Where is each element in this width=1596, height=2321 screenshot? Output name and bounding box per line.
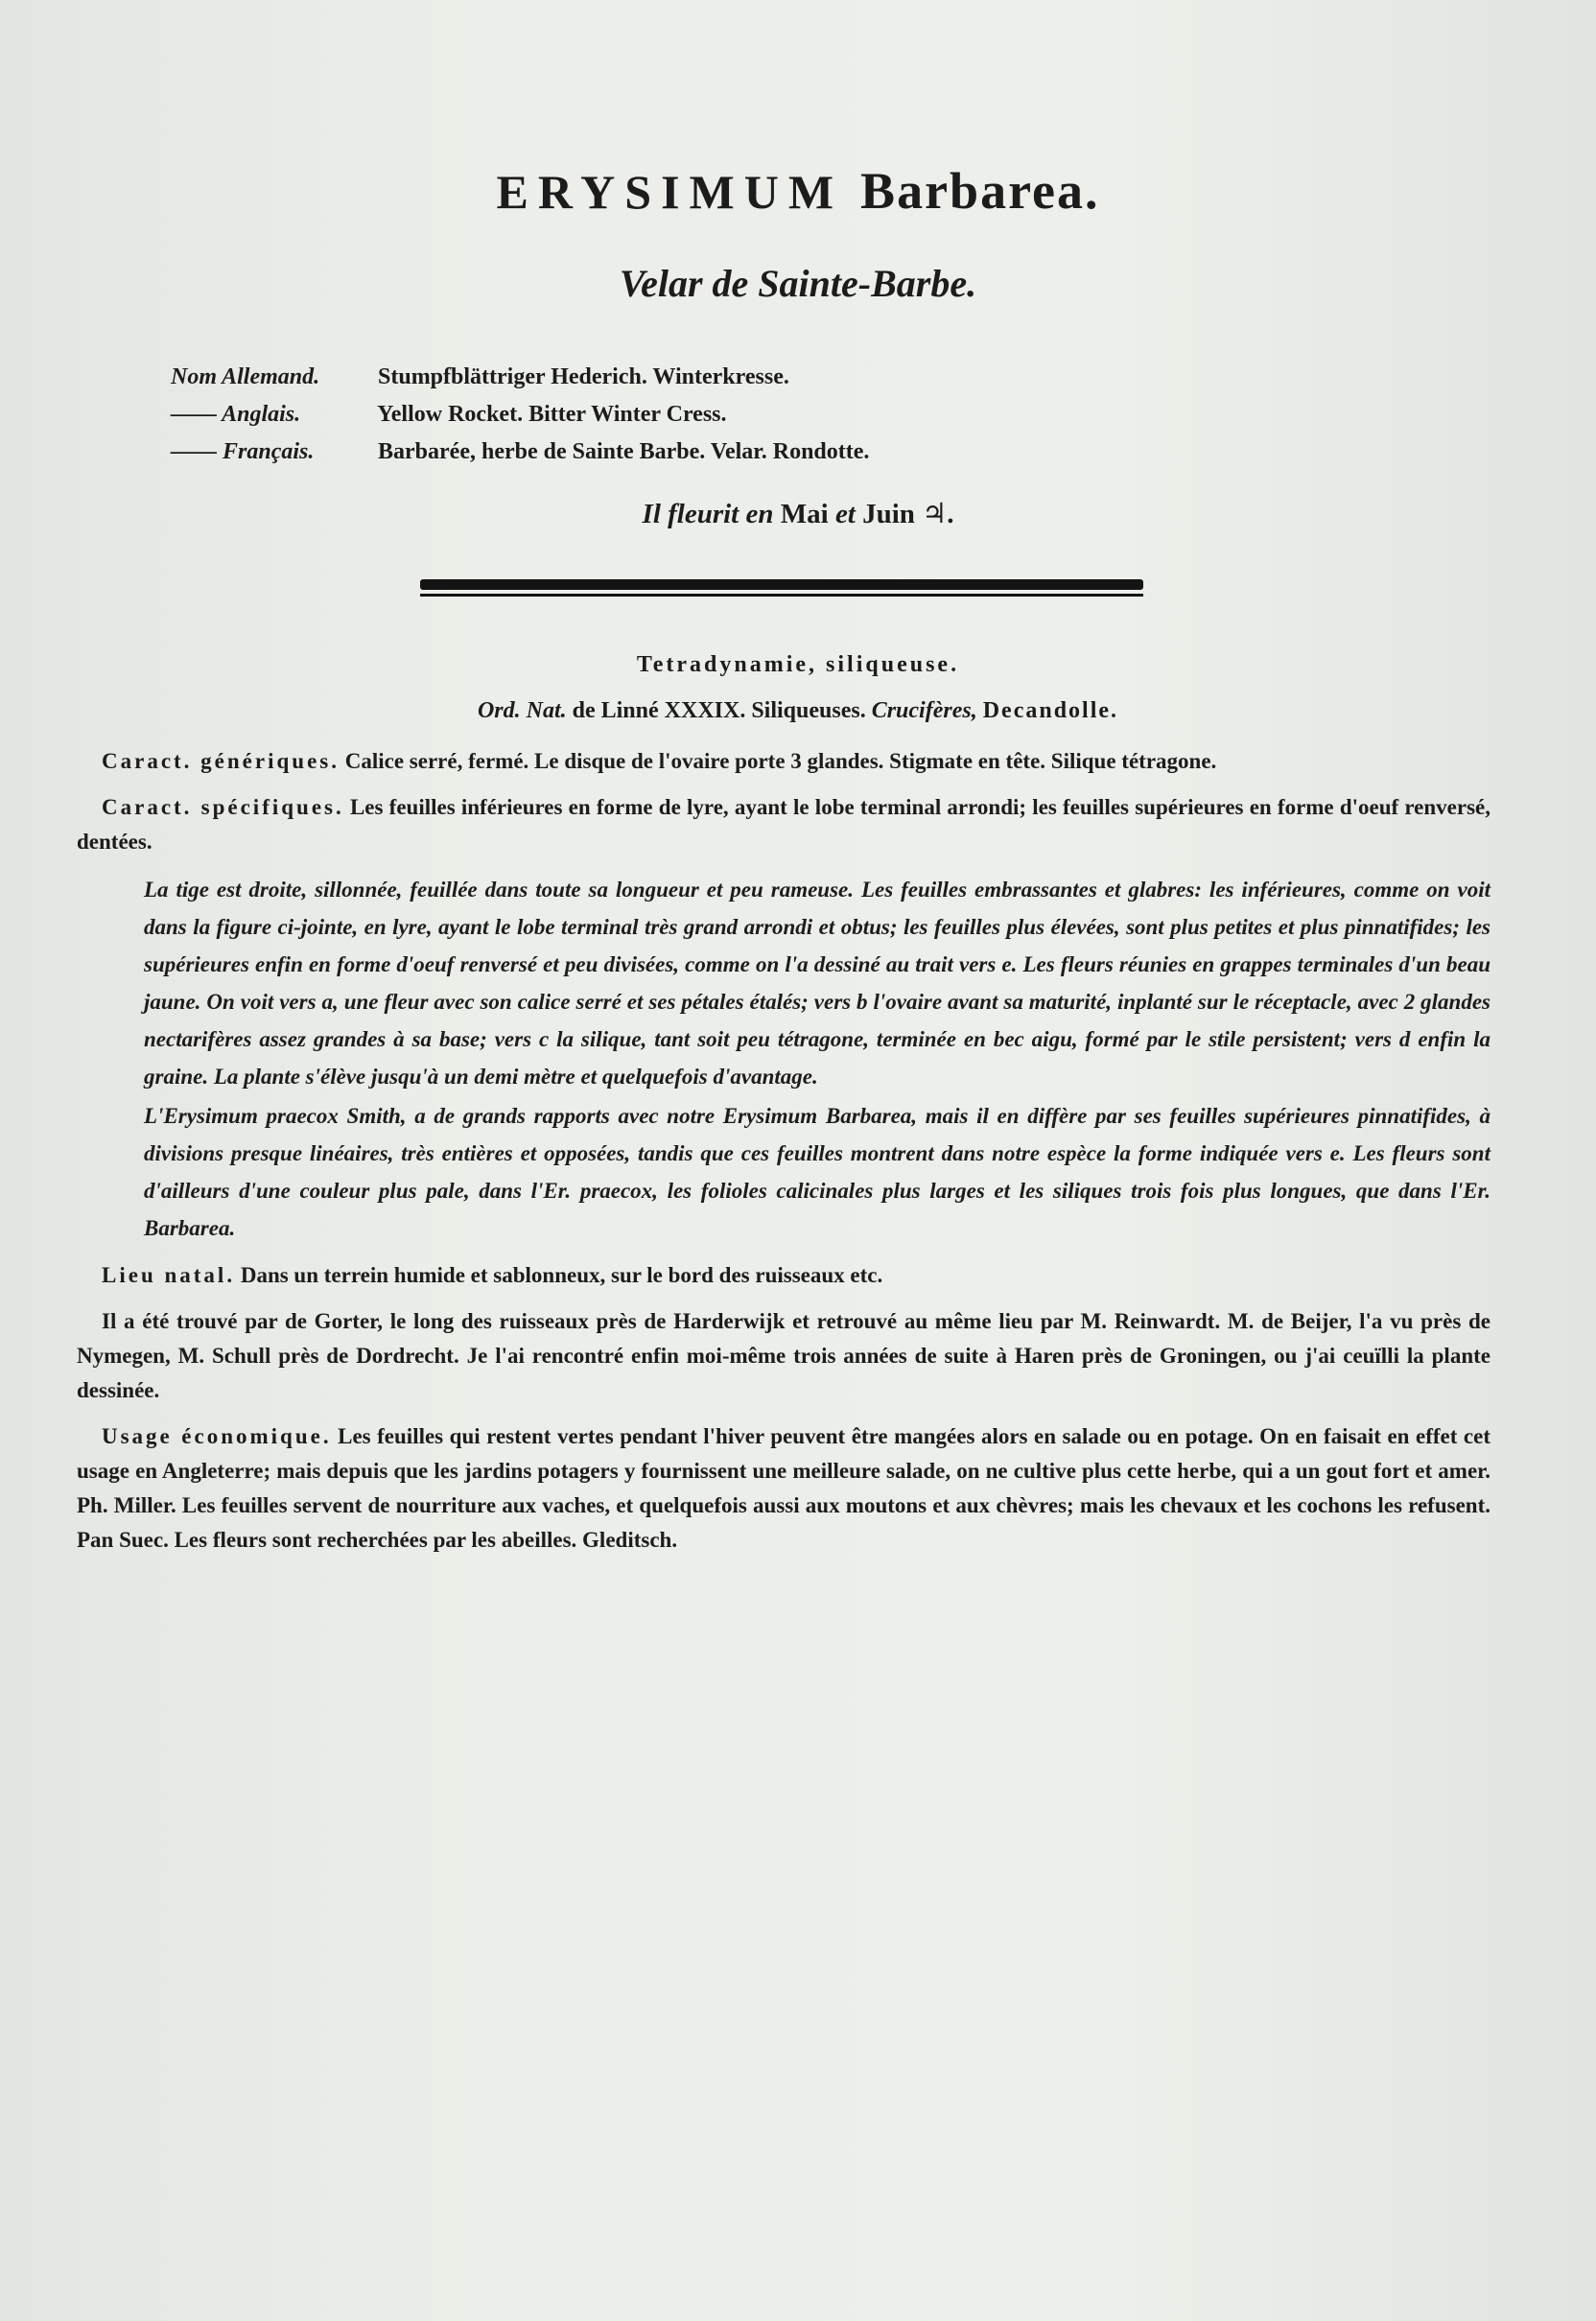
vernacular-value: Barbarée, herbe de Sainte Barbe. Velar. Rondotte. [378,439,870,464]
description-paragraph: La tige est droite, sillonnée, feuillée dans toute sa longueur et peu rameuse. Les feuilles embrassantes et glabres: les inférieures, comme on voit dans la figure ci-jointe, en lyre, ayant le lobe terminal très grand arrondi et obtus; les feuilles plus élevées, sont plus petites et plus pinnatifides; les supérieures enfin en forme d'oeuf renversé et peu divisées, comme on l'a dessiné au trait vers e. Les fleurs réunies en grappes terminales d'un beau jaune. On voit vers a, une fleur avec son calice serré et ses pétales étalés; vers b l'ovaire avant sa maturité, inplanté sur le réceptacle, avec 2 glandes nectarifères assez grandes à sa base; vers c la silique, tant soit peu tétragone, terminée en bec aigu, formé par le stile persistent; vers d enfin la graine. La plante s'élève jusqu'à un demi mètre et quelquefois d'avantage. [144,878,1490,1089]
order-de: de [572,698,596,723]
comparison-paragraph: L'Erysimum praecox Smith, a de grands rapports avec notre Erysimum Barbarea, mais il en diffère par ses feuilles supérieures pinnatifides, à divisions presque linéaires, très entières et opposées, tandis que ces feuilles montrent dans notre espèce la forme indiquée vers e. Les fleurs sont d'ailleurs d'une couleur plus pale, dans l'Er. praecox, les folioles calicinales plus larges et les siliques trois fois plus longues, que dans l'Er. Barbarea. [144,1104,1490,1240]
vernacular-value: Yellow Rocket. Bitter Winter Cress. [377,402,727,427]
specific-lead: Caract. spécifiques. [102,795,344,819]
vernacular-lang: —— Anglais. [171,402,301,427]
title-species: Barbarea. [860,162,1100,220]
title-genus: ERYSIMUM [496,165,844,219]
perennial-symbol: ♃. [922,499,954,529]
flowering-month: Mai [780,499,829,529]
divider-thin [420,594,1143,597]
flowering-line [0,497,1596,530]
localities-paragraph: Il a été trouvé par de Gorter, le long des ruisseaux près de Harderwijk et retrouvé au même lieu par M. Reinwardt. M. de Beijer, l'a vu près de Nymegen, M. Schull près de Dordrecht. Je l'ai rencontré enfin moi-même trois années de suite à Haren près de Groningen, ou j'ai ceuïlli la plante dessinée. [77,1309,1490,1402]
specific-text: Les feuilles inférieures en forme de lyre, ayant le lobe terminal arrondi; les feuilles supérieures en forme d'oeuf renversé, dentées. [77,795,1491,854]
specific-characters [77,790,1490,859]
habitat-lead: Lieu natal. [102,1263,236,1287]
generic-lead: Caract. génériques. [102,749,340,773]
generic-characters [77,744,1490,779]
order-linne: Linné XXXIX. Siliqueuses. [600,698,866,723]
divider-rule [420,579,1143,597]
flowering-month-2: Juin [862,499,915,529]
usage-text: Les feuilles qui restent vertes pendant l'hiver peuvent être mangées alors en salade ou en potage. On en faisait en effet cet usage en Angleterre; mais depuis que les jardins potagers y fournissent une meilleure salade, on ne cultive plus cette herbe, qui a un gout fort et amer. Ph. Miller. Les feuilles servent de nourriture aux vaches, et quelquefois aussi aux moutons et aux chèvres; mais les chevaux et les cochons les refusent. Pan Suec. Les fleurs sont recherchées par les abeilles. Gleditsch. [77,1424,1490,1552]
vernacular-lang: Nom Allemand. [171,364,320,389]
classification: Tetradynamie, siliqueuse. [636,652,960,677]
vernacular-row-german [171,359,1130,396]
main-text [77,744,1490,1569]
usage-lead: Usage économique. [102,1424,332,1448]
divider-thick [420,579,1143,590]
order-ord: Ord. Nat. [477,698,567,723]
subtitle: Velar de Sainte-Barbe. [619,262,977,305]
flowering-conj: et [834,499,856,529]
vernacular-value: Stumpfblättriger Hederich. Winterkresse. [378,364,789,389]
usage [77,1419,1490,1558]
flowering-prefix: Il fleurit en [642,499,774,529]
vernacular-lang: —— Français. [171,439,315,464]
page-title [0,161,1596,221]
order-decandolle: Decandolle. [982,698,1119,723]
vernacular-row-english [171,396,1130,434]
vernacular-row-french [171,434,1130,471]
habitat [77,1258,1490,1293]
order-cruciferes: Crucifères, [871,698,977,723]
vernacular-names [171,359,1130,471]
habitat-text: Dans un terrein humide et sablonneux, sur le bord des ruisseaux etc. [240,1263,883,1287]
generic-text: Calice serré, fermé. Le disque de l'ovaire porte 3 glandes. Stigmate en tête. Silique tétragone. [344,749,1217,773]
natural-order [0,698,1596,724]
